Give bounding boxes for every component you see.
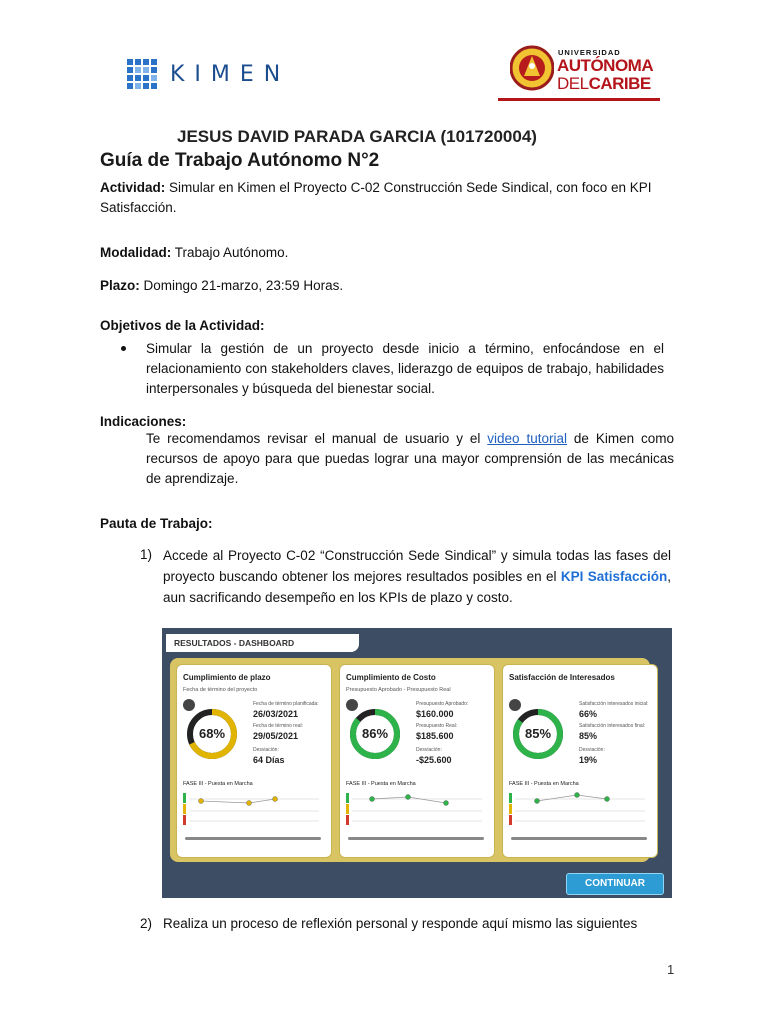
pauta-item2-text: Realiza un proceso de reflexión personal y responde aquí mismo las siguientes — [163, 916, 638, 931]
pauta-item1-after: , aun sacrificando desempeño en los KPIs de plazo y costo. — [163, 569, 671, 605]
indicaciones-heading: Indicaciones: — [100, 414, 187, 429]
actividad-paragraph — [100, 178, 670, 218]
kpi-percent: 68% — [198, 726, 226, 741]
trend-line — [537, 795, 607, 801]
kimen-logo — [118, 48, 294, 102]
kpi-percent: 86% — [361, 726, 389, 741]
kpi-row-label: Desviación: — [579, 747, 605, 753]
university-shield-icon — [510, 42, 554, 98]
trend-scale-segment — [183, 804, 186, 814]
kpi-trend-chart — [183, 791, 323, 831]
actividad-label: Actividad: — [100, 180, 166, 195]
trend-point — [273, 797, 278, 802]
kimen-logo-icon — [126, 58, 162, 94]
kpi-card — [339, 664, 495, 858]
pauta-heading: Pauta de Trabajo: — [100, 516, 213, 531]
trend-scale-segment — [509, 815, 512, 825]
kpi-row-value: $160.000 — [416, 709, 454, 719]
kpi-row-value: 19% — [579, 755, 598, 765]
kpi-progress-track — [511, 837, 647, 840]
kpi-row-value: $185.600 — [416, 731, 454, 741]
pauta-item2-number: 2) — [140, 916, 153, 931]
kpi-row-label: Fecha de término planificada: — [253, 701, 319, 707]
kpi-phase-label: FASE III - Puesta en Marcha — [346, 781, 416, 787]
kpi-row-label: Desviación: — [416, 747, 442, 753]
plazo-text: Domingo 21-marzo, 23:59 Horas. — [143, 278, 344, 293]
kpi-card-title: Cumplimiento de Costo — [346, 673, 436, 682]
kpi-card — [176, 664, 332, 858]
page-number: 1 — [667, 962, 675, 977]
modalidad-text: Trabajo Autónomo. — [174, 245, 289, 260]
trend-point — [406, 795, 411, 800]
kpi-satisfaccion-highlight: KPI Satisfacción — [560, 569, 668, 584]
university-del: DEL — [557, 74, 589, 93]
kpi-card — [502, 664, 658, 858]
kpi-trend-chart — [509, 791, 649, 831]
trend-point — [605, 797, 610, 802]
trend-scale-segment — [346, 793, 349, 803]
university-caribe: CARIBE — [588, 74, 651, 93]
kpi-card-title: Satisfacción de Interesados — [509, 673, 615, 682]
trend-scale-segment — [183, 793, 186, 803]
trend-scale-segment — [509, 804, 512, 814]
pauta-item1-number: 1) — [140, 547, 153, 562]
trend-line — [201, 799, 275, 803]
university-name-line3 — [557, 74, 651, 94]
plazo-label: Plazo: — [100, 278, 140, 293]
trend-scale-segment — [346, 804, 349, 814]
video-tutorial-link[interactable]: video tutorial — [487, 431, 567, 446]
kpi-row-label: Presupuesto Aprobado: — [416, 701, 469, 707]
kpi-row-value: 66% — [579, 709, 598, 719]
kpi-row-label: Satisfacción interesados final: — [579, 723, 646, 729]
indicaciones-text — [146, 429, 674, 489]
trend-point — [535, 799, 540, 804]
pauta-item1-text — [163, 545, 671, 608]
trend-scale-segment — [183, 815, 186, 825]
trend-point — [370, 797, 375, 802]
trend-point — [575, 793, 580, 798]
kpi-card-title: Cumplimiento de plazo — [183, 673, 271, 682]
kpi-card-subtitle: Presupuesto Aprobado - Presupuesto Real — [346, 687, 451, 693]
kpi-row-value: 29/05/2021 — [253, 731, 299, 741]
kpi-progress-track — [185, 837, 321, 840]
plazo-paragraph — [100, 276, 670, 296]
page-title: Guía de Trabajo Autónomo N°2 — [100, 150, 380, 171]
trend-scale-segment — [509, 793, 512, 803]
kpi-row-value: 64 Días — [253, 755, 285, 765]
objetivos-bullet-text: Simular la gestión de un proyecto desde inicio a término, enfocándose en el relacionamiento con stakeholders claves, liderazgo de equipos de trabajo, habilidades interpersonales y búsqueda del bienestar social. — [146, 341, 664, 396]
kpi-row-value: 26/03/2021 — [253, 709, 299, 719]
continuar-button[interactable]: CONTINUAR — [566, 873, 664, 895]
student-name: JESUS DAVID PARADA GARCIA (101720004) — [177, 127, 537, 146]
dashboard-screenshot — [162, 628, 672, 898]
kpi-phase-label: FASE III - Puesta en Marcha — [509, 781, 579, 787]
modalidad-label: Modalidad: — [100, 245, 172, 260]
university-name-line1: UNIVERSIDAD — [558, 48, 621, 57]
dashboard-frame — [170, 658, 650, 862]
trend-scale-segment — [346, 815, 349, 825]
dashboard-header: RESULTADOS - DASHBOARD — [166, 634, 359, 652]
kpi-progress-track — [348, 837, 484, 840]
trend-point — [444, 801, 449, 806]
kpi-row-label: Desviación: — [253, 747, 279, 753]
university-underline — [498, 98, 660, 101]
modalidad-paragraph — [100, 243, 670, 263]
kimen-logo-text: KIMEN — [170, 62, 291, 87]
kpi-row-label: Satisfacción interesados inicial: — [579, 701, 649, 707]
university-logo — [510, 40, 660, 102]
kpi-card-subtitle: Fecha de término del proyecto — [183, 687, 258, 693]
bullet-dot — [121, 346, 126, 351]
kpi-row-value: 85% — [579, 731, 598, 741]
pauta-item1-before: Accede al Proyecto C-02 “Construcción Sede Sindical” y simula todas las fases del proyecto buscando obtener los mejores resultados posibles en el — [163, 548, 671, 584]
kpi-trend-chart — [346, 791, 486, 831]
indicaciones-text-before: Te recomendamos revisar el manual de usuario y el — [146, 431, 488, 446]
kpi-row-value: -$25.600 — [416, 755, 452, 765]
actividad-text: Simular en Kimen el Proyecto C-02 Construcción Sede Sindical, con foco en KPI Satisfacción. — [100, 180, 652, 215]
trend-point — [247, 801, 252, 806]
trend-point — [199, 799, 204, 804]
kpi-row-label: Fecha de término real: — [253, 723, 304, 729]
kpi-percent: 85% — [524, 726, 552, 741]
kpi-phase-label: FASE III - Puesta en Marcha — [183, 781, 253, 787]
objetivos-heading: Objetivos de la Actividad: — [100, 318, 265, 333]
kpi-row-label: Presupuesto Real: — [416, 723, 458, 729]
indicaciones-text-after: de Kimen como recursos de apoyo para que puedas lograr una mayor comprensión de las mecánicas de aprendizaje. — [146, 431, 675, 486]
university-name-line2: AUTÓNOMA — [557, 56, 654, 75]
